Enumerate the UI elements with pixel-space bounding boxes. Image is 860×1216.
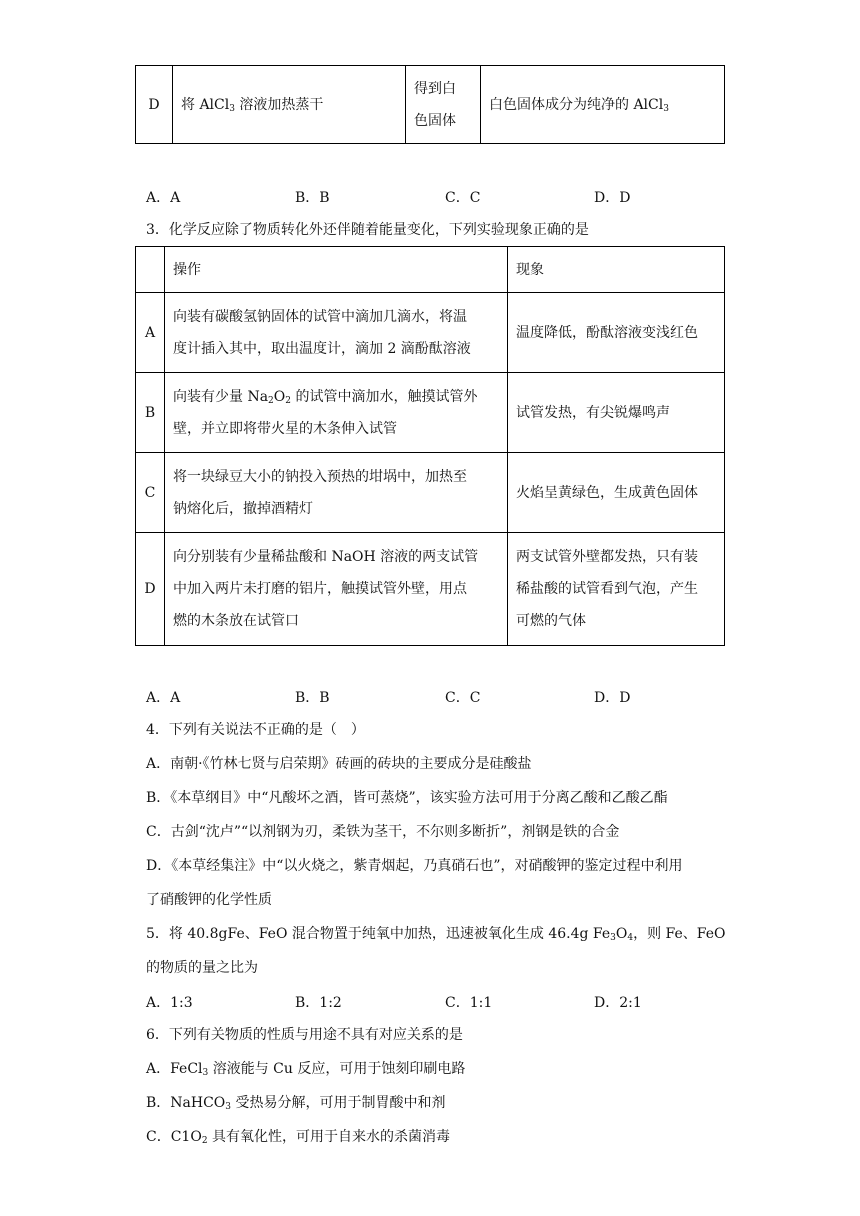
- header-operation: 操作: [165, 247, 508, 293]
- row-label: A: [136, 293, 165, 373]
- phenomenon-cell: 两支试管外壁都发热，只有装 稀盐酸的试管看到气泡，产生 可燃的气体: [508, 533, 725, 646]
- table-prev-question: [135, 65, 725, 144]
- option-c[interactable]: C．C: [445, 190, 481, 206]
- option-d[interactable]: D．D: [594, 190, 631, 206]
- q6-option-c[interactable]: C．$C1O_2$ 具有氧化性，可用于自来水的杀菌消毒: [146, 1129, 450, 1146]
- option-b[interactable]: B．B: [295, 190, 330, 206]
- q4-option-d[interactable]: D．《本草经集注》中“以火烧之，紫青烟起，乃真硝石也”，对硝酸钾的鉴定过程中利用: [146, 858, 683, 874]
- q3-stem: 3．化学反应除了物质转化外还伴随着能量变化，下列实验现象正确的是: [146, 222, 589, 238]
- row-label: C: [136, 453, 165, 533]
- conclusion-cell: 白色固体成分为纯净的 AlCl$_3$: [481, 66, 725, 144]
- q4-option-d-cont: 了硝酸钾的化学性质: [146, 892, 272, 908]
- q5-stem: 5．将 40.8gFe、FeO 混合物置于纯氧中加热，迅速被氧化生成 46.4g $Fe_3O_4$，则 Fe、FeO: [146, 926, 726, 943]
- table-row: [136, 293, 725, 373]
- option-a[interactable]: A．1:3: [146, 995, 193, 1011]
- option-b[interactable]: B．1:2: [295, 995, 342, 1011]
- q4-option-b[interactable]: B．《本草纲目》中“凡酸坏之酒，皆可蒸烧”，该实验方法可用于分离乙酸和乙酸乙酯: [146, 790, 668, 806]
- phenomenon-cell: 火焰呈黄绿色，生成黄色固体: [508, 453, 725, 533]
- phenomenon-cell: 试管发热，有尖锐爆鸣声: [508, 373, 725, 453]
- option-b[interactable]: B．B: [295, 690, 330, 706]
- row-label: D: [136, 533, 165, 646]
- option-a[interactable]: A．A: [146, 690, 181, 706]
- header-empty: [136, 247, 165, 293]
- table-row: [136, 453, 725, 533]
- q6-option-a[interactable]: A．FeCl$_3$ 溶液能与 Cu 反应，可用于蚀刻印刷电路: [146, 1061, 466, 1078]
- row-label: D: [136, 66, 173, 144]
- operation-cell: 向分别装有少量稀盐酸和 NaOH 溶液的两支试管 中加入两片未打磨的铝片，触摸试管外壁，用点 燃的木条放在试管口: [165, 533, 508, 646]
- option-d[interactable]: D．D: [594, 690, 631, 706]
- q4-option-a[interactable]: A．南朝·《竹林七贤与启荣期》砖画的砖块的主要成分是硅酸盐: [146, 756, 532, 772]
- table-row: [136, 66, 725, 144]
- option-c[interactable]: C．1:1: [445, 995, 493, 1011]
- option-a[interactable]: A．A: [146, 190, 181, 206]
- operation-cell: 向装有碳酸氢钠固体的试管中滴加几滴水，将温 度计插入其中，取出温度计，滴加 2 滴酚酞溶液: [165, 293, 508, 373]
- q6-option-b[interactable]: B．NaHCO$_3$ 受热易分解，可用于制胃酸中和剂: [146, 1095, 446, 1112]
- header-phenomenon: 现象: [508, 247, 725, 293]
- table-row: [136, 533, 725, 646]
- operation-cell: 向装有少量 $Na_2O_2$ 的试管中滴加水，触摸试管外 壁，并立即将带火星的木条伸入试管: [165, 373, 508, 453]
- q6-stem: 6．下列有关物质的性质与用途不具有对应关系的是: [146, 1027, 463, 1043]
- q4-option-c[interactable]: C．古剑“沈卢”“以剂钢为刃，柔铁为茎干，不尔则多断折”，剂钢是铁的合金: [146, 824, 620, 840]
- phenomenon-cell: 温度降低，酚酞溶液变浅红色: [508, 293, 725, 373]
- q5-stem-cont: 的物质的量之比为: [146, 960, 258, 976]
- q4-stem: 4．下列有关说法不正确的是（ ）: [146, 722, 365, 738]
- operation-cell: 将一块绿豆大小的钠投入预热的坩埚中，加热至 钠熔化后，撤掉酒精灯: [165, 453, 508, 533]
- option-d[interactable]: D．2:1: [594, 995, 642, 1011]
- phenomenon-cell: 得到白 色固体: [406, 66, 481, 144]
- table-row: [136, 373, 725, 453]
- q3-table: [135, 246, 725, 646]
- option-c[interactable]: C．C: [445, 690, 481, 706]
- row-label: B: [136, 373, 165, 453]
- table-header-row: [136, 247, 725, 293]
- operation-cell: 将 AlCl$_3$ 溶液加热蒸干: [173, 66, 406, 144]
